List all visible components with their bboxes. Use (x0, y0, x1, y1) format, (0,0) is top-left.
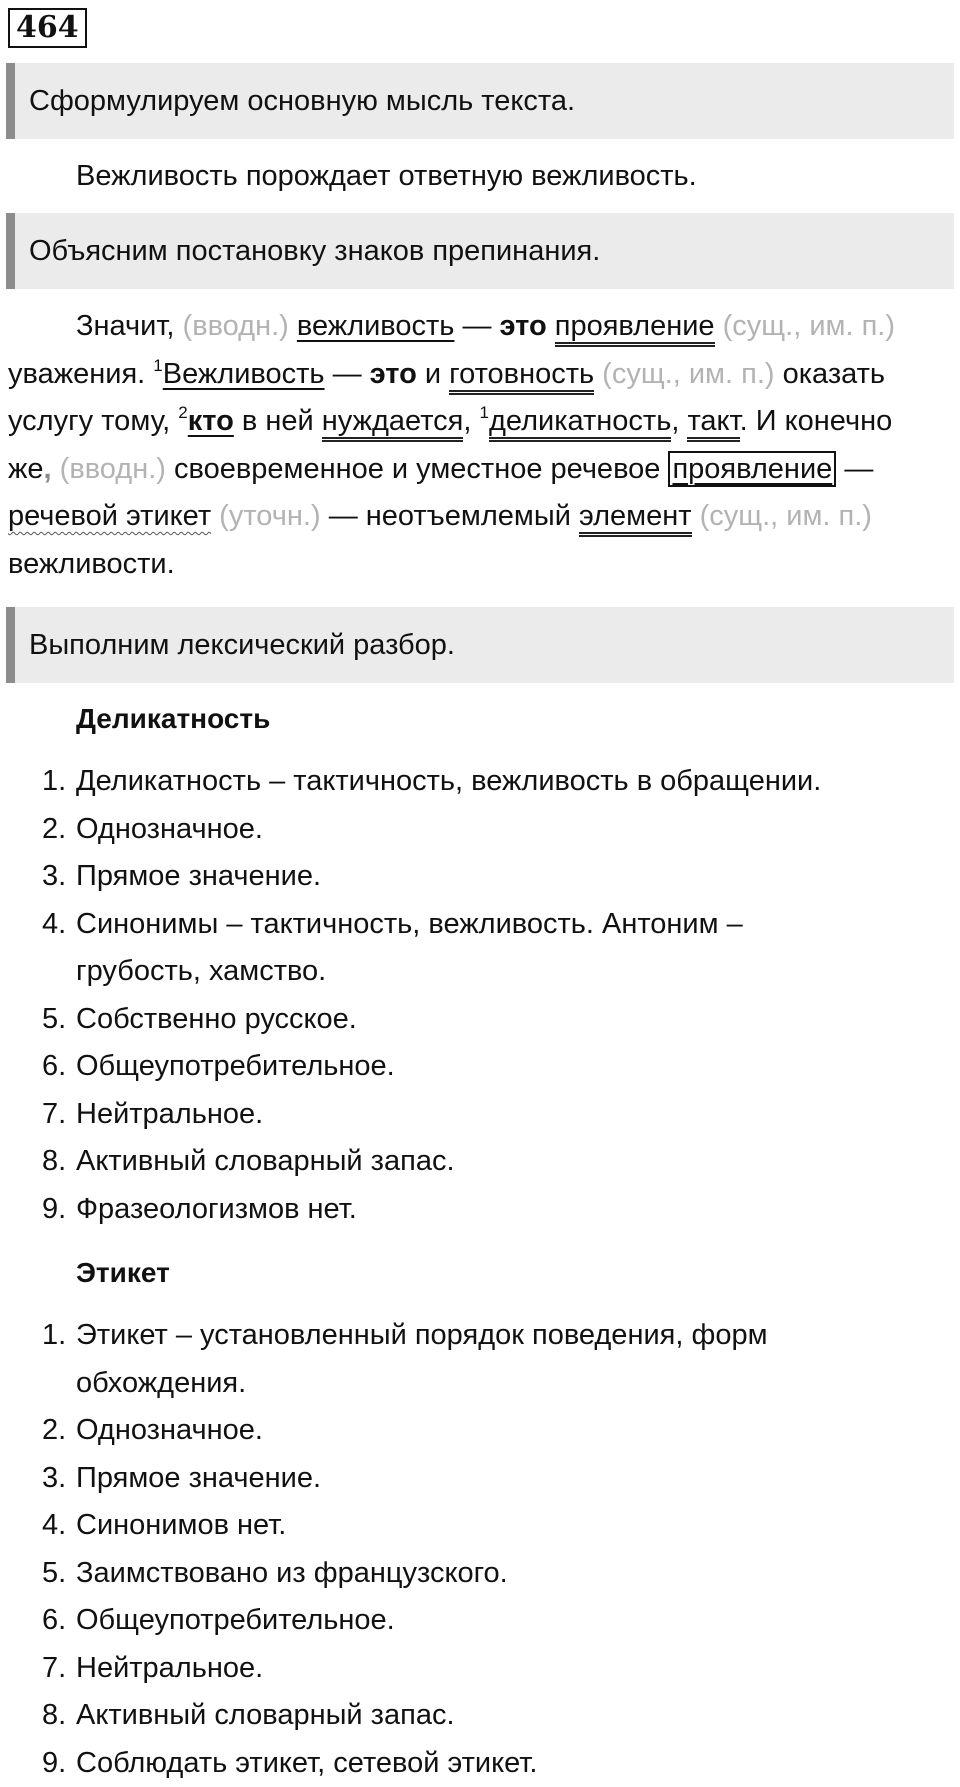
subject: вежливость (297, 310, 455, 342)
predicate: такт (687, 405, 739, 442)
word: в ней (242, 405, 314, 437)
subject: кто (188, 405, 234, 437)
list-item: 1. Деликатность – тактичность, вежливость в обращении. (40, 758, 920, 806)
subject: Вежливость (163, 358, 325, 390)
list-item: 9. Соблюдать этикет, сетевой этикет. (40, 1740, 920, 1787)
word: уважения. (8, 358, 145, 390)
comma: , (44, 453, 52, 485)
list-item: 4. Синонимы – тактичность, вежливость. Антоним – грубость, хамство. (40, 901, 920, 996)
predicate: проявление (555, 310, 715, 347)
note-intro: (вводн.) (183, 310, 289, 342)
word: и (425, 358, 441, 390)
word-heading: Деликатность (76, 703, 270, 735)
analysis-paragraph (8, 303, 938, 588)
note-noun: (сущ., им. п.) (700, 500, 872, 532)
word: своевременное и уместное речевое (174, 453, 660, 485)
note-intro: (вводн.) (60, 453, 166, 485)
task-number: 464 (8, 8, 87, 48)
list-item: 8. Активный словарный запас. (40, 1138, 920, 1186)
note-noun: (сущ., им. п.) (602, 358, 774, 390)
list-item: 5. Заимствовано из французского. (40, 1550, 920, 1598)
apposition: речевой этикет (8, 500, 211, 532)
dash: — (333, 358, 362, 390)
word-bold: это (370, 358, 417, 390)
list-item: 8. Активный словарный запас. (40, 1692, 920, 1740)
predicate: деликатность (489, 405, 671, 442)
list-item: 3. Прямое значение. (40, 853, 920, 901)
list-item: 4. Синонимов нет. (40, 1502, 920, 1550)
clause-marker: 1 (480, 403, 489, 422)
word1-list (40, 758, 920, 1233)
section-heading-lexical: Выполним лексический разбор. (6, 607, 954, 683)
clause-marker: 2 (178, 403, 187, 422)
section-heading-main-idea: Сформулируем основную мысль текста. (6, 63, 954, 139)
list-item: 6. Общеупотребительное. (40, 1043, 920, 1091)
note-clarify: (уточн.) (219, 500, 320, 532)
list-item: 1. Этикет – установленный порядок поведения, форм обхождения. (40, 1312, 920, 1407)
list-item: 2. Однозначное. (40, 806, 920, 854)
word: Значит, (76, 310, 174, 342)
list-item: 3. Прямое значение. (40, 1455, 920, 1503)
list-item: 6. Общеупотребительное. (40, 1597, 920, 1645)
boxed-word: проявление (668, 451, 836, 487)
word: оказать услугу тому, (8, 358, 885, 438)
word: . И конечно же (8, 405, 892, 485)
word2-list (40, 1312, 920, 1787)
comma: , (671, 405, 679, 437)
dash: — (329, 500, 358, 532)
list-item: 5. Собственно русское. (40, 996, 920, 1044)
clause-marker: 1 (153, 356, 162, 375)
word: неотъемлемый (366, 500, 571, 532)
list-item: 7. Нейтральное. (40, 1091, 920, 1139)
word-bold: это (500, 310, 547, 342)
predicate: готовность (449, 358, 594, 395)
dash: — (844, 453, 873, 485)
list-item: 9. Фразеологизмов нет. (40, 1186, 920, 1234)
list-item: 2. Однозначное. (40, 1407, 920, 1455)
comma: , (463, 405, 471, 437)
section-heading-punctuation: Объясним постановку знаков препинания. (6, 213, 954, 289)
word: вежливости. (8, 548, 175, 580)
list-item: 7. Нейтральное. (40, 1645, 920, 1693)
predicate: нуждается (322, 405, 464, 442)
main-idea-text: Вежливость порождает ответную вежливость. (8, 153, 938, 201)
predicate: элемент (579, 500, 692, 537)
note-noun: (сущ., им. п.) (723, 310, 895, 342)
dash: — (462, 310, 491, 342)
word-heading: Этикет (76, 1257, 170, 1289)
